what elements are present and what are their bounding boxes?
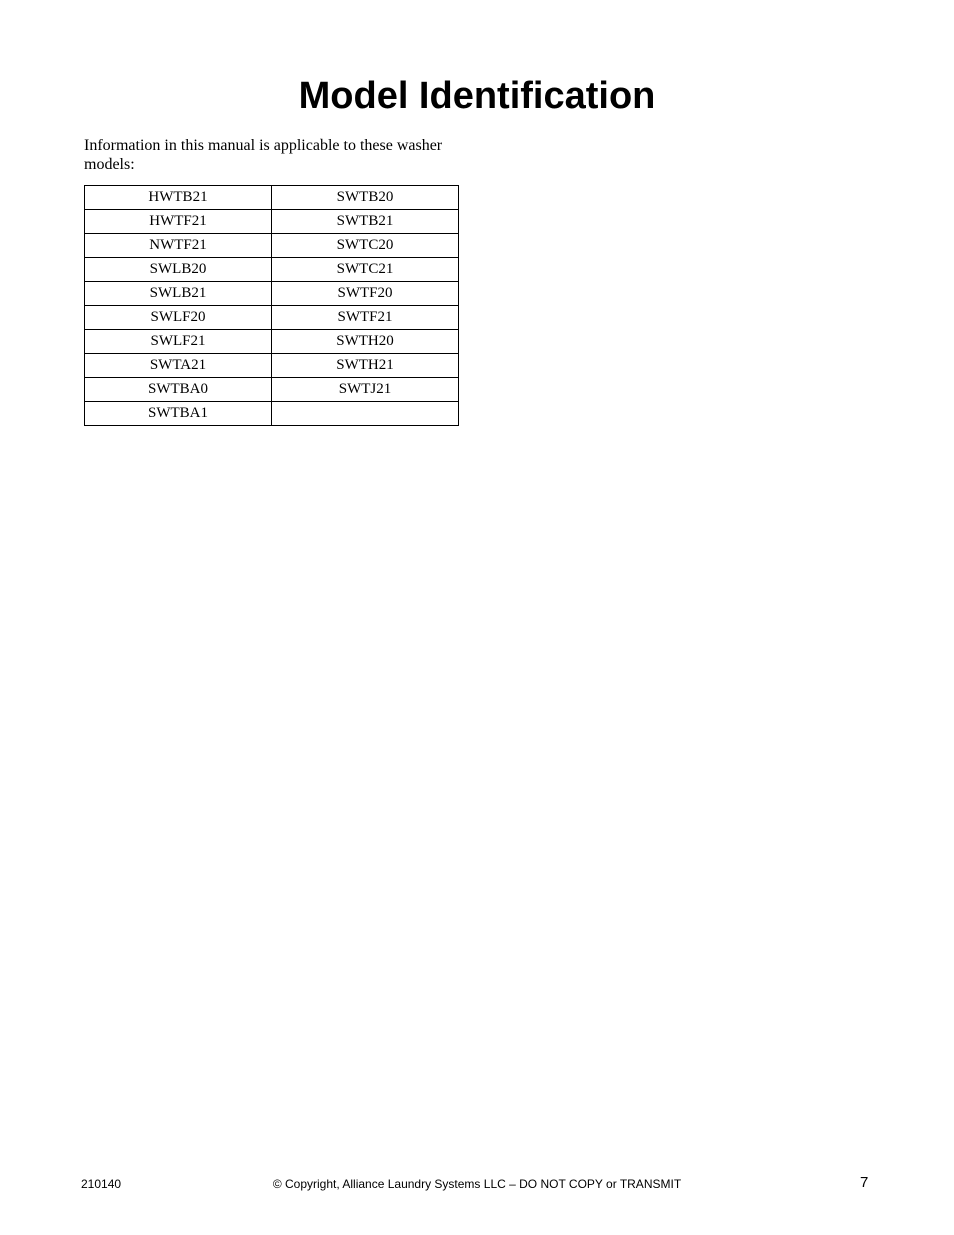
table-row [85, 234, 459, 258]
footer-page-number: 7 [860, 1174, 869, 1191]
table-row [85, 354, 459, 378]
model-cell: SWTBA0 [85, 378, 272, 402]
footer-copyright: © Copyright, Alliance Laundry Systems LLC – DO NOT COPY or TRANSMIT [272, 1177, 682, 1191]
table-row [85, 306, 459, 330]
models-table [84, 185, 459, 426]
table-row [85, 186, 459, 210]
table-row [85, 282, 459, 306]
intro-paragraph: Information in this manual is applicable to these washer models: [84, 137, 443, 173]
table-row [85, 258, 459, 282]
table-row [85, 378, 459, 402]
model-cell: SWTA21 [85, 354, 272, 378]
model-cell: SWTH20 [272, 330, 459, 354]
model-cell: SWTJ21 [272, 378, 459, 402]
model-cell: SWTB21 [272, 210, 459, 234]
model-cell: SWLF20 [85, 306, 272, 330]
model-cell: SWLB21 [85, 282, 272, 306]
model-cell: SWTBA1 [85, 402, 272, 426]
model-cell: SWLB20 [85, 258, 272, 282]
table-row [85, 402, 459, 426]
model-cell: SWTB20 [272, 186, 459, 210]
model-cell: HWTF21 [85, 210, 272, 234]
model-cell: SWTF20 [272, 282, 459, 306]
model-cell: HWTB21 [85, 186, 272, 210]
model-cell: SWTF21 [272, 306, 459, 330]
model-cell: SWLF21 [85, 330, 272, 354]
model-cell: SWTC20 [272, 234, 459, 258]
model-cell: SWTH21 [272, 354, 459, 378]
table-row [85, 210, 459, 234]
model-cell: SWTC21 [272, 258, 459, 282]
model-cell-empty [272, 402, 459, 426]
footer-doc-number: 210140 [81, 1177, 122, 1191]
model-cell: NWTF21 [85, 234, 272, 258]
table-row [85, 330, 459, 354]
page-title: Model Identification [298, 75, 656, 117]
